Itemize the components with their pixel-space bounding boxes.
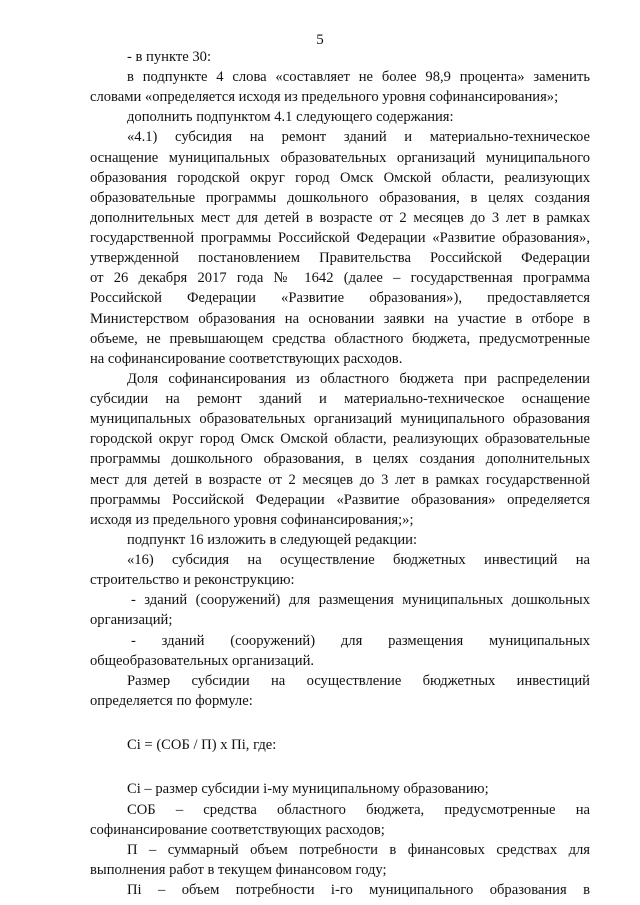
text-line: объеме, не превышающем средства областного бюджета, предусмотренные <box>90 331 590 347</box>
page-number: 5 <box>316 32 324 48</box>
text-line: государственной программы Российской Федерации «Развитие образования», <box>90 230 590 246</box>
text-line: образования городской округ город Омск Омской области, реализующих <box>90 170 590 186</box>
text-line: - зданий (сооружений) для размещения муниципальных дошкольных <box>131 592 590 608</box>
text-line: СОБ – средства областного бюджета, предусмотренные на <box>127 802 590 818</box>
text-line: - в пункте 30: <box>127 49 212 65</box>
text-line: Пi – объем потребности i-го муниципального образования в <box>127 882 590 898</box>
text-line: мест для детей в возрасте от 2 месяцев до 3 лет в рамках государственной <box>90 472 590 488</box>
text-line: дополнить подпунктом 4.1 следующего содержания: <box>127 109 454 125</box>
text-line: Министерством образования на основании заявки на участие в отборе в <box>90 311 590 327</box>
text-line: - зданий (сооружений) для размещения муниципальных <box>131 633 590 649</box>
text-line: Доля софинансирования из областного бюджета при распределении <box>127 371 590 387</box>
text-line: городской округ город Омск Омской области, реализующих образовательные <box>90 431 590 447</box>
text-line: подпункт 16 изложить в следующей редакции: <box>127 532 418 548</box>
text-line: строительство и реконструкцию: <box>90 572 295 588</box>
text-line: Размер субсидии на осуществление бюджетных инвестиций <box>127 673 590 689</box>
text-line: определяется по формуле: <box>90 693 253 709</box>
text-line: П – суммарный объем потребности в финансовых средствах для <box>127 842 590 858</box>
text-line: Ci – размер субсидии i-му муниципальному образованию; <box>127 781 489 797</box>
text-line: общеобразовательных организаций. <box>90 653 315 669</box>
text-line: «16) субсидия на осуществление бюджетных инвестиций на <box>127 552 590 568</box>
text-line: от 26 декабря 2017 года № 1642 (далее – государственная программа <box>90 270 590 286</box>
text-line: словами «определяется исходя из предельного уровня софинансирования»; <box>90 89 559 105</box>
text-line: утвержденной постановлением Правительства Российской Федерации <box>90 250 590 266</box>
text-line: исходя из предельного уровня софинансирования;»; <box>90 512 414 528</box>
text-line: выполнения работ в текущем финансовом году; <box>90 862 387 878</box>
text-line: «4.1) субсидия на ремонт зданий и материально-техническое <box>127 129 590 145</box>
text-line: Российской Федерации «Развитие образования»), предоставляется <box>90 290 590 306</box>
text-line: дополнительных мест для детей в возрасте от 2 месяцев до 3 лет в рамках <box>90 210 590 226</box>
text-line: на софинансирование соответствующих расходов. <box>90 351 403 367</box>
text-line: программы Российской Федерации «Развитие образования» определяется <box>90 492 590 508</box>
text-line: в подпункте 4 слова «составляет не более 98,9 процента» заменить <box>127 69 590 85</box>
text-line: оснащение муниципальных образовательных организаций муниципального <box>90 150 590 166</box>
formula: Ci = (СОБ / П) x Пi, где: <box>127 737 277 753</box>
text-line: субсидии на ремонт зданий и материально-техническое оснащение <box>90 391 590 407</box>
text-line: организаций; <box>90 612 173 628</box>
text-line: программы дошкольного образования, в целях создания дополнительных <box>90 451 590 467</box>
text-line: муниципальных образовательных организаций муниципального образования <box>90 411 590 427</box>
text-line: софинансирование соответствующих расходов; <box>90 822 385 838</box>
text-line: образовательные программы дошкольного образования, в целях создания <box>90 190 590 206</box>
